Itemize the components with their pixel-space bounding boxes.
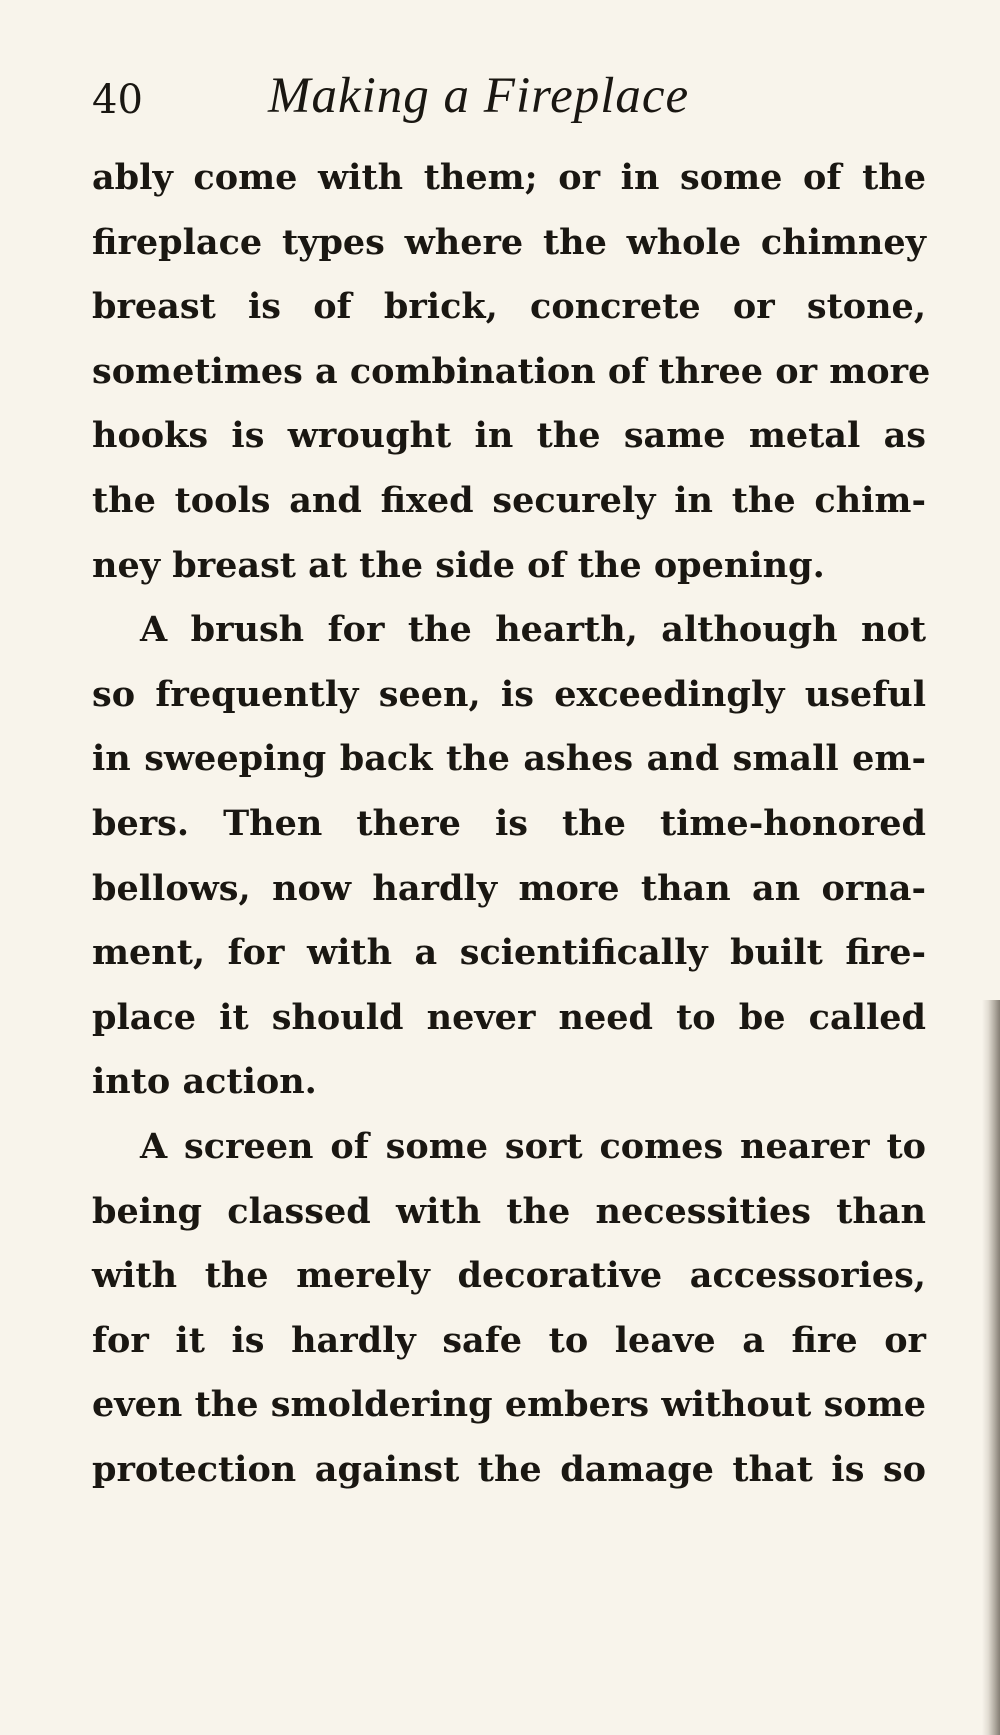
text-line: in sweeping back the ashes and small em- <box>92 738 926 780</box>
text-line: being classed with the necessities than <box>92 1190 926 1232</box>
text-line: sometimes a combination of three or more <box>92 350 931 392</box>
body-text <box>92 146 931 1502</box>
page-edge-shadow <box>982 1000 1000 1735</box>
text-line: for it is hardly safe to leave a fire or <box>92 1319 926 1361</box>
text-line: ably come with them; or in some of the <box>92 157 926 198</box>
text-line: bellows, now hardly more than an orna- <box>92 867 926 909</box>
text-line: hooks is wrought in the same metal as <box>92 415 926 457</box>
text-line: bers. Then there is the time-honored <box>92 802 926 844</box>
running-title: Making a Fireplace <box>268 68 690 124</box>
text-line: so frequently seen, is exceedingly useful <box>92 673 926 715</box>
text-line: even the smoldering embers without some <box>92 1384 926 1426</box>
paragraph-first-line: A brush for the hearth, although not <box>140 609 926 651</box>
text-line: protection against the damage that is so <box>92 1448 926 1490</box>
paragraph-first-line: A screen of some sort comes nearer to <box>140 1125 926 1167</box>
text-line: place it should never need to be called <box>92 996 926 1038</box>
page-number: 40 <box>92 77 143 123</box>
text-line: into action. <box>92 1061 317 1103</box>
running-header <box>92 66 912 136</box>
text-line: with the merely decorative accessories, <box>92 1255 926 1297</box>
text-line: fireplace types where the whole chimney <box>92 221 926 263</box>
text-line: breast is of brick, concrete or stone, <box>92 286 926 328</box>
text-line: ment, for with a scientifically built fire- <box>92 932 926 974</box>
text-line: the tools and fixed securely in the chim- <box>92 479 926 521</box>
text-line: ney breast at the side of the opening. <box>92 544 825 586</box>
